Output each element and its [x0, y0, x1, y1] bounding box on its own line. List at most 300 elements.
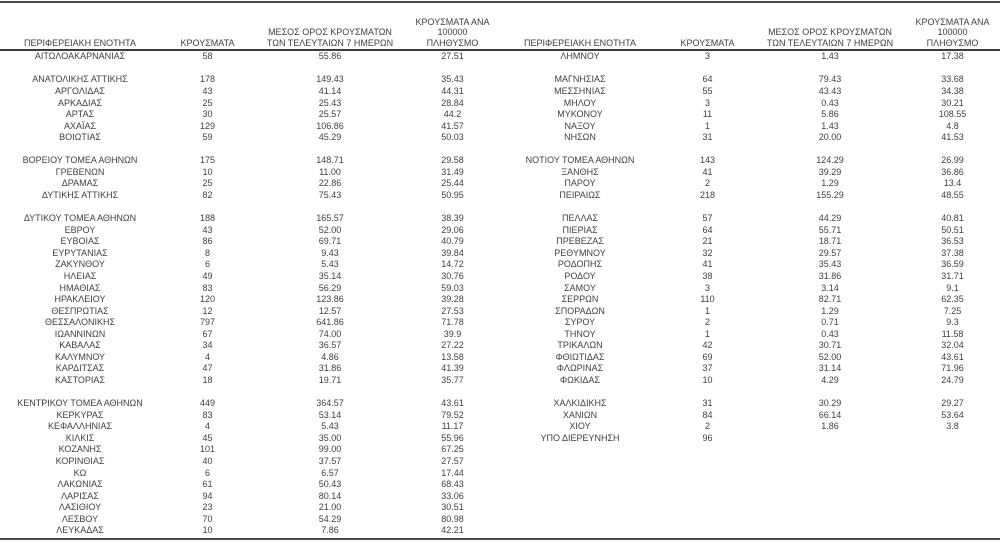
table-row-separator: [500, 201, 1000, 213]
table-cell: 55: [702, 85, 713, 96]
table-row: [0, 224, 500, 236]
table-cell: 364.57: [316, 398, 344, 409]
table-cell: 31: [702, 132, 713, 143]
table-row: [500, 109, 1000, 121]
table-cell: ΚΕΡΚΥΡΑΣ: [56, 409, 104, 420]
table-row: [500, 190, 1000, 202]
table-cell: ΞΑΝΘΗΣ: [561, 166, 599, 177]
table-cell: 96: [702, 432, 713, 443]
table-cell: 41.53: [941, 132, 964, 143]
table-cell: 110: [700, 294, 715, 305]
table-row: [0, 444, 500, 456]
table-cell: 29.27: [941, 398, 964, 409]
table-row: [500, 97, 1000, 109]
table-cell: ΜΑΓΝΗΣΙΑΣ: [554, 74, 606, 85]
table-cell: 3.8: [946, 421, 959, 432]
table-cell: 35.14: [318, 270, 342, 281]
table-cell: 43.61: [941, 351, 964, 362]
table-cell: 4.86: [321, 351, 339, 362]
table-cell: 84: [702, 409, 713, 420]
table-cell: 143: [699, 155, 716, 166]
table-row: [500, 398, 1000, 410]
table-row: [0, 74, 500, 86]
table-row: [0, 97, 500, 109]
table-cell: ΘΕΣΣΑΛΟΝΙΚΗΣ: [44, 317, 116, 328]
table-cell: 67.25: [441, 444, 464, 455]
table-cell: 83: [202, 282, 213, 293]
table-cell: 55.96: [441, 432, 464, 443]
table-cell: 6.57: [321, 467, 339, 478]
table-row: [0, 213, 500, 225]
table-cell: ΝΗΣΩΝ: [564, 132, 596, 143]
table-cell: 3: [704, 282, 710, 293]
table-cell: 31.86: [318, 363, 342, 374]
table-cell: 5.86: [821, 109, 839, 120]
table-cell: 41: [702, 166, 713, 177]
table-cell: ΗΜΑΘΙΑΣ: [59, 282, 101, 293]
table-cell: 36.57: [318, 340, 342, 351]
table-cell: 35.77: [441, 375, 464, 386]
table-row: [500, 178, 1000, 190]
table-cell: 1.86: [821, 421, 839, 432]
table-cell: 31: [702, 398, 713, 409]
table-cell: 11.58: [941, 328, 964, 339]
table-cell: 33.06: [441, 490, 464, 501]
table-cell: 25.57: [318, 109, 342, 120]
table-cell: ΜΥΚΟΝΟΥ: [557, 109, 603, 120]
table-row: [500, 340, 1000, 352]
table-row: [0, 248, 500, 260]
table-cell: ΠΡΕΒΕΖΑΣ: [556, 236, 604, 247]
table-cell: 1.29: [821, 178, 839, 189]
table-cell: 69: [702, 351, 713, 362]
table-cell: 449: [199, 398, 216, 409]
table-cell: 2: [704, 178, 710, 189]
table-cell: 165.57: [316, 213, 344, 224]
table-cell: ΠΕΙΡΑΙΩΣ: [559, 190, 601, 201]
cases-table-left: [0, 3, 500, 537]
table-cell: ΕΒΡΟΥ: [64, 224, 96, 235]
table-cell: 36.86: [941, 166, 964, 177]
table-cell: ΧΙΟΥ: [569, 421, 591, 432]
table-cell: ΠΙΕΡΙΑΣ: [562, 224, 598, 235]
table-cell: ΔΥΤΙΚΗΣ ΑΤΤΙΚΗΣ: [41, 190, 119, 201]
column-header-avg7-line1: ΜΕΣΟΣ ΟΡΟΣ ΚΡΟΥΣΜΑΤΩΝ: [768, 27, 892, 37]
table-cell: 59: [202, 132, 213, 143]
table-row: [0, 467, 500, 479]
table-cell: ΚΑΡΔΙΤΣΑΣ: [55, 363, 105, 374]
table-cell: 5.43: [321, 421, 339, 432]
table-cell: 1.43: [821, 120, 839, 131]
table-row: [500, 167, 1000, 179]
table-cell: ΜΗΛΟΥ: [563, 97, 597, 108]
table-cell: 59.03: [441, 282, 464, 293]
table-row: [0, 479, 500, 491]
table-cell: 45: [202, 432, 213, 443]
table-cell: 40.81: [941, 213, 964, 224]
table-cell: 41.39: [441, 363, 464, 374]
table-cell: ΚΟΖΑΝΗΣ: [58, 444, 102, 455]
table-cell: ΦΘΙΩΤΙΔΑΣ: [555, 351, 605, 362]
table-cell: 38.39: [441, 213, 464, 224]
table-row: [0, 421, 500, 433]
table-cell: ΚΩ: [73, 467, 87, 478]
table-row: [0, 155, 500, 167]
table-cell: 4.8: [946, 120, 959, 131]
table-cell: 35.00: [318, 432, 342, 443]
table-cell: 36.53: [941, 236, 964, 247]
table-cell: ΚΑΛΥΜΝΟΥ: [54, 351, 106, 362]
table-row: [500, 236, 1000, 248]
table-cell: 55.86: [318, 51, 342, 62]
table-cell: 30.21: [941, 97, 964, 108]
table-row-separator: [500, 144, 1000, 156]
table-cell: 25: [202, 97, 213, 108]
table-row: [500, 294, 1000, 306]
table-cell: ΡΟΔΟΥ: [564, 270, 596, 281]
table-cell: 31.14: [818, 363, 842, 374]
table-cell: 3: [704, 51, 710, 62]
table-cell: ΚΕΦΑΛΛΗΝΙΑΣ: [47, 421, 113, 432]
table-cell: 47: [202, 363, 213, 374]
table-cell: 70: [202, 513, 213, 524]
table-cell: ΚΑΒΑΛΑΣ: [59, 340, 101, 351]
table-cell: 6: [204, 467, 210, 478]
table-cell: 25.43: [318, 97, 342, 108]
table-row: [0, 514, 500, 526]
table-cell: ΠΑΡΟΥ: [564, 178, 596, 189]
table-row: [0, 352, 500, 364]
column-header-per100k-line1: ΚΡΟΥΣΜΑΤΑ ΑΝΑ 100000: [415, 16, 490, 37]
table-row: [500, 409, 1000, 421]
table-row: [500, 421, 1000, 433]
table-row: [500, 248, 1000, 260]
table-cell: 21: [702, 236, 713, 247]
table-row-separator: [500, 63, 1000, 75]
table-cell: 178: [199, 74, 216, 85]
table-cell: ΦΛΩΡΙΝΑΣ: [556, 363, 604, 374]
table-cell: 41.57: [441, 120, 464, 131]
table-cell: ΛΑΚΩΝΙΑΣ: [57, 479, 103, 490]
table-cell: 0.71: [821, 317, 839, 328]
table-cell: 80.98: [441, 513, 464, 524]
table-cell: ΛΕΥΚΑΔΑΣ: [56, 525, 104, 536]
table-row: [500, 375, 1000, 387]
table-row: [0, 409, 500, 421]
table-cell: 42.21: [441, 525, 464, 536]
table-cell: 31.49: [441, 166, 464, 177]
table-cell: 20.00: [818, 132, 842, 143]
table-row: [0, 433, 500, 445]
table-cell: 0.43: [821, 97, 839, 108]
table-cell: 39.29: [818, 166, 842, 177]
table-cell: 53.14: [318, 409, 342, 420]
cases-table-right: [500, 3, 1000, 537]
table-row: [500, 282, 1000, 294]
table-cell: 82: [202, 190, 213, 201]
table-cell: 27.53: [441, 305, 464, 316]
table-cell: ΑΙΤΩΛΟΑΚΑΡΝΑΝΙΑΣ: [34, 51, 126, 62]
table-row: [500, 329, 1000, 341]
table-cell: 79.43: [818, 74, 842, 85]
table-cell: 2: [704, 421, 710, 432]
table-cell: ΑΡΚΑΔΙΑΣ: [57, 97, 103, 108]
table-cell: 40: [202, 455, 213, 466]
table-cell: 29.58: [441, 155, 464, 166]
column-header-region: ΠΕΡΙΦΕΡΕΙΑΚΗ ΕΝΟΤΗΤΑ: [523, 37, 637, 48]
table-cell: 67: [202, 328, 213, 339]
table-row: [0, 120, 500, 132]
table-cell: 1: [704, 120, 710, 131]
table-cell: 21.00: [318, 502, 342, 513]
table-cell: 129: [199, 120, 216, 131]
table-cell: 23: [202, 502, 213, 513]
table-cell: 4: [204, 421, 210, 432]
table-cell: 43: [202, 224, 213, 235]
table-cell: 218: [699, 190, 716, 201]
table-cell: ΑΝΑΤΟΛΙΚΗΣ ΑΤΤΙΚΗΣ: [32, 74, 128, 85]
table-row: [0, 329, 500, 341]
table-cell: ΚΑΣΤΟΡΙΑΣ: [55, 375, 105, 386]
table-cell: 79.52: [441, 409, 464, 420]
table-cell: 0.43: [821, 328, 839, 339]
table-cell: ΝΟΤΙΟΥ ΤΟΜΕΑ ΑΘΗΝΩΝ: [525, 155, 635, 166]
table-cell: 50.43: [318, 479, 342, 490]
table-cell: 29.06: [441, 224, 464, 235]
table-cell: 38: [702, 270, 713, 281]
table-cell: 3: [704, 97, 710, 108]
table-cell: 36.59: [941, 259, 964, 270]
table-cell: 33.68: [941, 74, 964, 85]
table-row: [0, 109, 500, 121]
table-cell: 99.00: [318, 444, 342, 455]
table-cell: 37.38: [941, 247, 964, 258]
column-header-per100k-line2: ΠΛΗΘΥΣΜΟ: [426, 37, 479, 48]
table-cell: 86: [202, 236, 213, 247]
table-cell: 641.86: [316, 317, 344, 328]
table-row: [500, 213, 1000, 225]
table-row: [500, 224, 1000, 236]
table-cell: 64: [702, 74, 713, 85]
table-cell: 50.95: [441, 190, 464, 201]
table-cell: 66.14: [818, 409, 842, 420]
table-row: [0, 398, 500, 410]
table-cell: 64: [702, 224, 713, 235]
table-cell: 49: [202, 270, 213, 281]
table-cell: ΣΥΡΟΥ: [564, 317, 596, 328]
table-cell: 7.25: [943, 305, 962, 316]
table-cell: 6: [204, 259, 210, 270]
table-cell: 11: [702, 109, 713, 120]
column-header-per100k-line2: ΠΛΗΘΥΣΜΟ: [926, 37, 979, 48]
table-row: [500, 352, 1000, 364]
table-cell: ΣΕΡΡΩΝ: [561, 294, 599, 305]
table-row: [0, 282, 500, 294]
table-cell: ΛΗΜΝΟΥ: [560, 51, 600, 62]
column-header-per100k: [405, 17, 500, 49]
table-cell: 44.2: [443, 109, 462, 120]
table-cell: 1.29: [821, 305, 839, 316]
table-row-separator: [0, 386, 500, 398]
table-cell: 39.84: [441, 247, 464, 258]
table-cell: ΚΙΛΚΙΣ: [65, 432, 95, 443]
table-cell: 17.44: [441, 467, 464, 478]
table-cell: 5.43: [321, 259, 339, 270]
table-cell: ΛΑΡΙΣΑΣ: [61, 490, 99, 501]
table-cell: 188: [199, 213, 216, 224]
table-row: [500, 363, 1000, 375]
table-row: [0, 294, 500, 306]
table-cell: 27.57: [441, 455, 464, 466]
table-row: [0, 490, 500, 502]
table-cell: 123.86: [316, 294, 344, 305]
table-row: [0, 86, 500, 98]
table-cell: 69.71: [318, 236, 342, 247]
table-cell: 39.28: [441, 294, 464, 305]
table-cell: 108.55: [938, 109, 967, 120]
table-cell: 26.99: [941, 155, 964, 166]
table-cell: 43: [202, 85, 213, 96]
table-row: [0, 456, 500, 468]
table-cell: ΛΑΣΙΘΙΟΥ: [58, 502, 102, 513]
table-cell: 45.29: [318, 132, 342, 143]
table-cell: 29.57: [818, 247, 842, 258]
column-header-avg7: [755, 27, 905, 48]
table-cell: 10: [202, 525, 213, 536]
table-cell: 56.29: [318, 282, 342, 293]
table-cell: 75.43: [318, 190, 342, 201]
table-cell: 9.1: [946, 282, 959, 293]
table-cell: 27.51: [441, 51, 464, 62]
table-cell: 24.79: [941, 375, 964, 386]
table-cell: ΧΑΛΚΙΔΙΚΗΣ: [553, 398, 607, 409]
table-cell: 31.71: [941, 270, 964, 281]
table-row: [500, 120, 1000, 132]
table-cell: ΕΥΒΟΙΑΣ: [60, 236, 100, 247]
table-cell: 13.58: [441, 351, 464, 362]
table-row: [0, 132, 500, 144]
table-cell: ΧΑΝΙΩΝ: [562, 409, 598, 420]
table-cell: 120: [199, 294, 216, 305]
table-row: [0, 167, 500, 179]
table-cell: ΡΟΔΟΠΗΣ: [557, 259, 603, 270]
table-cell: 3.14: [821, 282, 839, 293]
table-cell: ΔΥΤΙΚΟΥ ΤΟΜΕΑ ΑΘΗΝΩΝ: [23, 213, 137, 224]
table-cell: 44.29: [818, 213, 842, 224]
bottom-rule: [0, 538, 1000, 540]
table-row-separator: [0, 63, 500, 75]
table-cell: 74.00: [318, 328, 342, 339]
table-cell: 797: [199, 317, 216, 328]
table-row: [500, 317, 1000, 329]
table-cell: 8: [204, 247, 210, 258]
table-cell: 41: [702, 259, 713, 270]
table-cell: 50.03: [441, 132, 464, 143]
table-row: [0, 305, 500, 317]
table-cell: 4.29: [821, 375, 839, 386]
table-cell: 17.38: [941, 51, 964, 62]
table-cell: ΣΑΜΟΥ: [564, 282, 596, 293]
table-cell: 175: [199, 155, 216, 166]
column-header-avg7: [255, 27, 405, 48]
table-cell: 94: [202, 490, 213, 501]
table-cell: ΕΥΡΥΤΑΝΙΑΣ: [52, 247, 108, 258]
table-row: [500, 51, 1000, 63]
table-cell: 30.71: [818, 340, 842, 351]
table-cell: 18: [202, 375, 213, 386]
table-row-separator: [0, 201, 500, 213]
table-cell: 25.44: [441, 178, 464, 189]
table-cell: 30.76: [441, 270, 464, 281]
table-row: [0, 51, 500, 63]
table-row: [500, 132, 1000, 144]
table-cell: 43.61: [441, 398, 464, 409]
table-cell: ΜΕΣΣΗΝΙΑΣ: [554, 85, 606, 96]
table-cell: 155.29: [816, 190, 844, 201]
table-cell: 71.96: [941, 363, 964, 374]
table-cell: 61: [202, 479, 213, 490]
table-cell: 11.17: [441, 421, 464, 432]
table-cell: ΦΩΚΙΔΑΣ: [560, 375, 600, 386]
table-cell: 40.79: [441, 236, 464, 247]
table-cell: 43.43: [818, 85, 842, 96]
table-cell: 68.43: [441, 479, 464, 490]
table-cell: 82.71: [818, 294, 842, 305]
table-cell: 50.51: [941, 224, 964, 235]
table-cell: 1: [704, 328, 710, 339]
table-cell: ΒΟΙΩΤΙΑΣ: [59, 132, 101, 143]
tables-container: [0, 3, 1000, 537]
table-cell: 41.14: [318, 85, 342, 96]
table-cell: ΚΕΝΤΡΙΚΟΥ ΤΟΜΕΑ ΑΘΗΝΩΝ: [17, 398, 143, 409]
table-cell: 12.57: [318, 305, 342, 316]
column-header-avg7-line2: ΤΩΝ ΤΕΛΕΥΤΑΙΩΝ 7 ΗΜΕΡΩΝ: [766, 37, 894, 48]
table-cell: 106.86: [316, 120, 344, 131]
table-cell: 27.22: [441, 340, 464, 351]
table-cell: 148.71: [316, 155, 344, 166]
table-row: [0, 259, 500, 271]
table-row: [0, 363, 500, 375]
table-cell: 30: [202, 109, 213, 120]
table-row: [0, 190, 500, 202]
table-row: [500, 305, 1000, 317]
table-cell: ΙΩΑΝΝΙΝΩΝ: [54, 328, 106, 339]
table-cell: 14.72: [441, 259, 464, 270]
table-cell: 10: [202, 166, 213, 177]
table-header-row: [0, 3, 500, 49]
table-row: [0, 502, 500, 514]
table-cell: 55.71: [818, 224, 842, 235]
table-cell: 149.43: [316, 74, 344, 85]
table-cell: 71.78: [441, 317, 464, 328]
table-row: [500, 271, 1000, 283]
table-cell: ΗΛΕΙΑΣ: [63, 270, 97, 281]
table-cell: 52.00: [318, 224, 342, 235]
table-cell: ΑΧΑΪΑΣ: [63, 120, 97, 131]
table-cell: 1.43: [821, 51, 839, 62]
table-cell: ΖΑΚΥΝΘΟΥ: [55, 259, 105, 270]
table-cell: 4: [204, 351, 210, 362]
table-cell: ΤΡΙΚΑΛΩΝ: [557, 340, 603, 351]
table-cell: ΒΟΡΕΙΟΥ ΤΟΜΕΑ ΑΘΗΝΩΝ: [22, 155, 138, 166]
table-cell: ΛΕΣΒΟΥ: [61, 513, 99, 524]
table-cell: 39.9: [443, 328, 462, 339]
table-cell: ΑΡΤΑΣ: [65, 109, 95, 120]
table-row: [0, 340, 500, 352]
table-cell: 18.71: [818, 236, 842, 247]
table-cell: 32: [702, 247, 713, 258]
table-row: [0, 271, 500, 283]
